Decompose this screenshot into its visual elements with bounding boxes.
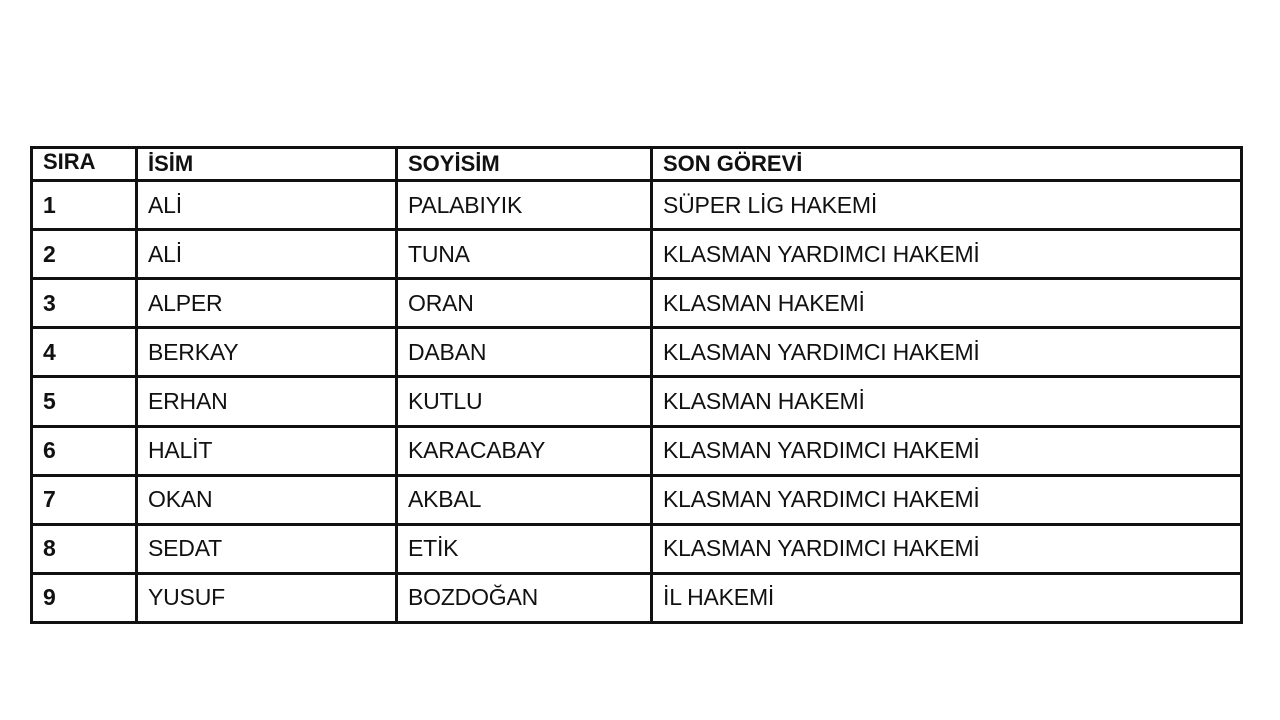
cell-soyisim: KARACABAY <box>397 426 652 475</box>
header-son-gorevi: SON GÖREVİ <box>652 148 1242 181</box>
cell-sira: 3 <box>32 279 137 328</box>
cell-sira: 8 <box>32 524 137 573</box>
cell-isim: HALİT <box>137 426 397 475</box>
cell-sira: 5 <box>32 377 137 426</box>
table-row <box>32 426 1242 475</box>
cell-son-gorevi: KLASMAN YARDIMCI HAKEMİ <box>652 328 1242 377</box>
cell-isim: BERKAY <box>137 328 397 377</box>
table-row <box>32 230 1242 279</box>
cell-isim: ERHAN <box>137 377 397 426</box>
cell-soyisim: BOZDOĞAN <box>397 573 652 622</box>
cell-son-gorevi: KLASMAN HAKEMİ <box>652 377 1242 426</box>
cell-soyisim: AKBAL <box>397 475 652 524</box>
cell-son-gorevi: KLASMAN YARDIMCI HAKEMİ <box>652 475 1242 524</box>
table-row <box>32 279 1242 328</box>
cell-son-gorevi: İL HAKEMİ <box>652 573 1242 622</box>
table-row <box>32 181 1242 230</box>
table-row <box>32 328 1242 377</box>
table-row <box>32 475 1242 524</box>
cell-soyisim: KUTLU <box>397 377 652 426</box>
cell-isim: ALPER <box>137 279 397 328</box>
cell-soyisim: TUNA <box>397 230 652 279</box>
cell-isim: OKAN <box>137 475 397 524</box>
header-sira: SIRA <box>32 148 137 181</box>
table-row <box>32 573 1242 622</box>
cell-isim: YUSUF <box>137 573 397 622</box>
cell-soyisim: ORAN <box>397 279 652 328</box>
cell-soyisim: PALABIYIK <box>397 181 652 230</box>
cell-sira: 7 <box>32 475 137 524</box>
cell-son-gorevi: KLASMAN YARDIMCI HAKEMİ <box>652 524 1242 573</box>
cell-soyisim: ETİK <box>397 524 652 573</box>
table-row <box>32 377 1242 426</box>
cell-sira: 9 <box>32 573 137 622</box>
cell-sira: 6 <box>32 426 137 475</box>
cell-soyisim: DABAN <box>397 328 652 377</box>
table-row <box>32 524 1242 573</box>
referee-table <box>30 146 1243 624</box>
header-isim: İSİM <box>137 148 397 181</box>
header-soyisim: SOYİSİM <box>397 148 652 181</box>
cell-sira: 1 <box>32 181 137 230</box>
cell-isim: SEDAT <box>137 524 397 573</box>
cell-sira: 2 <box>32 230 137 279</box>
cell-sira: 4 <box>32 328 137 377</box>
cell-isim: ALİ <box>137 181 397 230</box>
cell-son-gorevi: KLASMAN YARDIMCI HAKEMİ <box>652 426 1242 475</box>
cell-isim: ALİ <box>137 230 397 279</box>
cell-son-gorevi: KLASMAN HAKEMİ <box>652 279 1242 328</box>
cell-son-gorevi: SÜPER LİG HAKEMİ <box>652 181 1242 230</box>
cell-son-gorevi: KLASMAN YARDIMCI HAKEMİ <box>652 230 1242 279</box>
table-header-row <box>32 148 1242 181</box>
referee-table-container <box>30 146 1243 624</box>
